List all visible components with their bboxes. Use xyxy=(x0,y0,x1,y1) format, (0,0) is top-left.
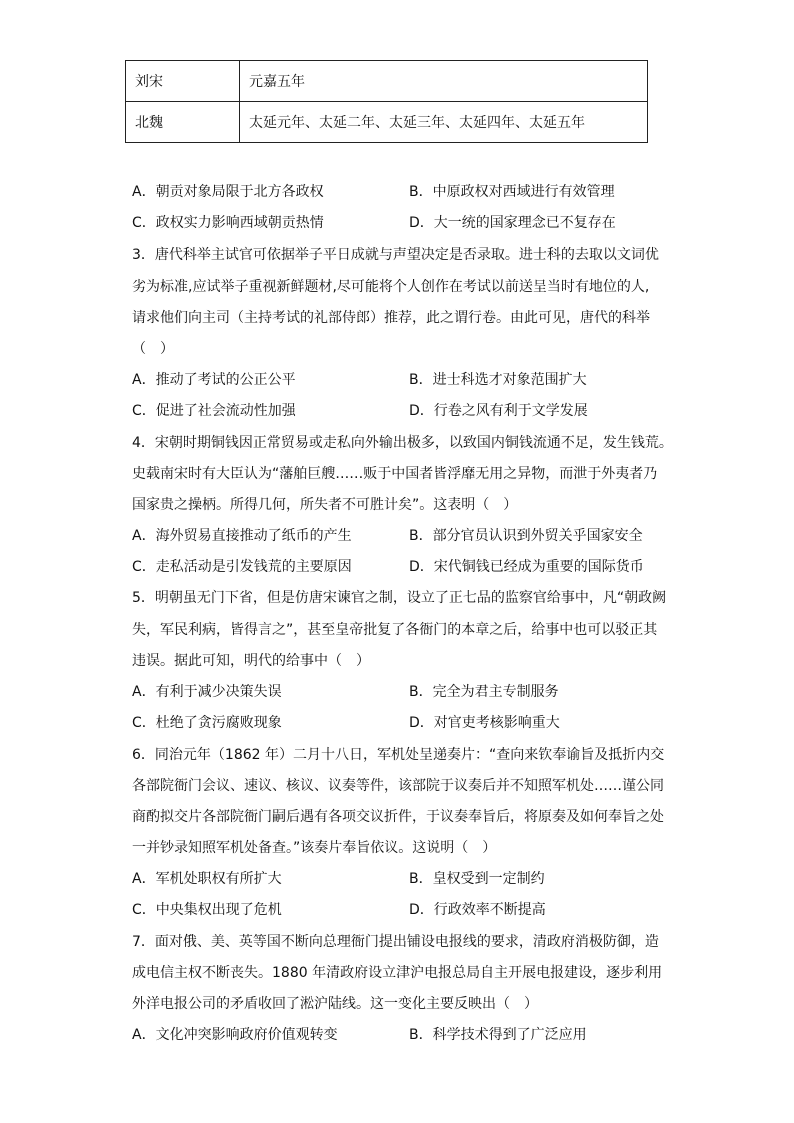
table-row xyxy=(126,102,648,143)
q5-stem-line: 违误。据此可知，明代的给事中（ ） xyxy=(132,653,370,669)
q4-stem-line: 国家贵之操柄。所得几何，所失者不可胜计矣”。这表明（ ） xyxy=(132,497,518,513)
q2-option-b: B．中原政权对西域进行有效管理 xyxy=(409,184,615,200)
q6-stem-line: 商酌拟交片各部院衙门嗣后遇有各项交议折件，于议奏奉旨后，将原奏及如何奉旨之处 xyxy=(132,809,664,825)
q4-stem-line: 4．宋朝时期铜钱因正常贸易或走私向外输出极多，以致国内铜钱流通不足，发生钱荒。 xyxy=(132,435,673,451)
q3-option-d: D．行卷之风有利于文学发展 xyxy=(409,403,588,419)
q4-option-b: B．部分官员认识到外贸关乎国家安全 xyxy=(409,528,643,544)
q3-option-c: C．促进了社会流动性加强 xyxy=(132,403,296,419)
table-cell-regime: 刘宋 xyxy=(126,61,240,102)
q6-option-b: B．皇权受到一定制约 xyxy=(409,871,545,887)
q5-option-a: A．有利于减少决策失误 xyxy=(132,684,282,700)
q3-stem-line: 3．唐代科举主试官可依据举子平日成就与声望决定是否录取。进士科的去取以文词优 xyxy=(132,247,659,263)
q6-stem-line: 6．同治元年（1862 年）二月十八日，军机处呈递奏片：“查向来钦奉谕旨及抵折内交 xyxy=(132,747,665,763)
q7-stem-line: 7．面对俄、美、英等国不断向总理衙门提出铺设电报线的要求，清政府消极防御，造 xyxy=(132,934,659,950)
q5-stem-line: 5．明朝虽无门下省，但是仿唐宋谏官之制，设立了正七品的监察官给事中，凡“朝政阙 xyxy=(132,590,667,606)
q7-stem-line: 外洋电报公司的矛盾收回了淞沪陆线。这一变化主要反映出（ ） xyxy=(132,996,538,1012)
table-cell-era: 太延元年、太延二年、太延三年、太延四年、太延五年 xyxy=(240,102,648,143)
q4-option-d: D．宋代铜钱已经成为重要的国际货币 xyxy=(409,559,644,575)
q6-stem-line: 一并钞录知照军机处备查。”该奏片奉旨依议。这说明（ ） xyxy=(132,840,497,856)
q2-option-a: A．朝贡对象局限于北方各政权 xyxy=(132,184,324,200)
q5-option-c: C．杜绝了贪污腐败现象 xyxy=(132,715,282,731)
q6-option-d: D．行政效率不断提高 xyxy=(409,902,546,918)
q2-option-d: D．大一统的国家理念已不复存在 xyxy=(409,215,616,231)
q5-stem-line: 失，军民利病，皆得言之”，甚至皇帝批复了各衙门的本章之后，给事中也可以驳正其 xyxy=(132,622,658,638)
q5-option-d: D．对官吏考核影响重大 xyxy=(409,715,560,731)
table-row xyxy=(126,61,648,102)
table-cell-era: 元嘉五年 xyxy=(240,61,648,102)
q3-stem-line: 劣为标准,应试举子重视新鲜题材,尽可能将个人创作在考试以前送呈当时有地位的人, xyxy=(132,279,650,295)
table-cell-regime: 北魏 xyxy=(126,102,240,143)
q6-option-c: C．中央集权出现了危机 xyxy=(132,902,282,918)
q6-option-a: A．军机处职权有所扩大 xyxy=(132,871,282,887)
q4-option-c: C．走私活动是引发钱荒的主要原因 xyxy=(132,559,352,575)
era-table xyxy=(125,60,648,143)
q4-option-a: A．海外贸易直接推动了纸币的产生 xyxy=(132,528,352,544)
q4-stem-line: 史载南宋时有大臣认为“藩舶巨艘……贩于中国者皆浮靡无用之异物，而泄于外夷者乃 xyxy=(132,466,658,482)
q3-option-a: A．推动了考试的公正公平 xyxy=(132,372,296,388)
q3-option-b: B．进士科选才对象范围扩大 xyxy=(409,372,587,388)
q7-stem-line: 成电信主权不断丧失。1880 年清政府设立津沪电报总局自主开展电报建设，逐步利用 xyxy=(132,965,663,981)
q3-stem-line: （ ） xyxy=(132,341,174,357)
q3-stem-line: 请求他们向主司（主持考试的礼部侍郎）推荐，此之谓行卷。由此可见，唐代的科举 xyxy=(132,310,650,326)
q5-option-b: B．完全为君主专制服务 xyxy=(409,684,559,700)
q2-option-c: C．政权实力影响西域朝贡热情 xyxy=(132,215,324,231)
q7-option-b: B．科学技术得到了广泛应用 xyxy=(409,1027,587,1043)
q6-stem-line: 各部院衙门会议、速议、核议、议奏等件，该部院于议奏后并不知照军机处……谨公同 xyxy=(132,778,664,794)
q7-option-a: A．文化冲突影响政府价值观转变 xyxy=(132,1027,338,1043)
